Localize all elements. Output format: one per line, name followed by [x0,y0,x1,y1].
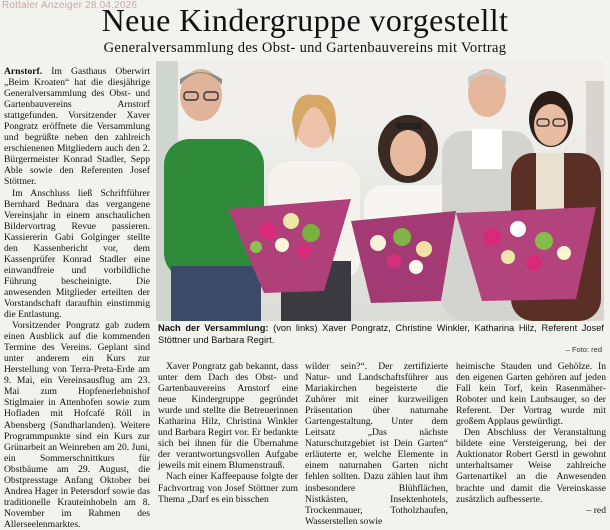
caption-lead: Nach der Versammlung: [158,323,269,333]
photo-credit: – Foto: red [565,345,602,354]
paragraph: Vorsitzender Pongratz gab zudem einen Ausblick auf die kommenden Termine des Vereins. Geplant sind unter anderem ein Kurs zur Herstellung von Terra-Preta-Erde am 9. Mai, ein Vereinsausflug am 23. Mai zum Hopfenerlebnishof Stiglmaier in Attenhofen sowie zum Hofladen mit Hofcafé Röll in Abensberg (Sandharlanden). Weitere Programmpunkte sind ein Kurs zur Grünarbeit an Weinreben am 20. Juni, ein Sommerschnittkurs für Obstbäume am 29. August, die Obstpresstage Anfang Oktober bei Andrea Hager in Petersdorf sowie das traditionelle Krauteinhobeln am 8. November im Rahmen des Allerseelenmarktes. [4,320,150,530]
paragraph: Den Abschluss der Veranstaltung bildete eine Versteigerung, bei der Auktionator Robert Gerstl in gewohnt unterhaltsamer Weise zahlreiche Gartenartikel an die Anwesenden brachte und damit die Vereinskasse zusätzlich aufbesserte. [456,427,606,505]
paragraph: Xaver Pongratz gab bekannt, dass unter dem Dach des Obst- und Gartenbauvereins Arnstorf eine neue Kindergruppe gegründet wurde und stellte die Betreuerinnen Katharina Hilz, Christina Winkler und Barbara Regirt vor. Er bedankte sich bei ihnen für die Übernahme der verantwortungsvollen Aufgabe jeweils mit einem Blumenstrauß. [158,361,298,472]
paragraph: Nach einer Kaffeepause folgte der Fachvortrag von Josef Stöttner zum Thema „Darf es ein bisschen [158,471,298,505]
article-column-1 [4,66,150,530]
article-column-4 [456,361,606,516]
article-column-3 [305,361,448,527]
photo-illustration [156,61,604,321]
paragraph: heimische Stauden und Gehölze. In den eigenen Garten gehören auf jeden Fall kein Torf, kein Rasenmäher-Roboter und kein Laubsauger, so der Referent. Der Vortrag wurde mit großem Applaus gewürdigt. [456,361,606,428]
group-photo [156,61,604,321]
subheadline: Generalversammlung des Obst- und Gartenbauvereins mit Vortrag [103,40,507,56]
headline: Neue Kindergruppe vorgestellt [101,2,509,38]
paragraph-text: Im Gasthaus Oberwirt „Beim Kroaten“ hat die diesjährige Generalversammlung des Obst- und Gartenbauvereins Arnstorf stattgefunden. Vorsitzender Xaver Pongratz eröffnete die Versammlung und begrüßte neben den zahlreich erschienenen Mitgliedern auch den 2. Bürgermeister Konrad Stadler, Sepp Able sowie den Referenten Josef Stöttner. [4,66,150,188]
paragraph: Im Anschluss ließ Schriftführer Bernhard Bednara das vergangene Vereinsjahr in einem anschaulichen Bildervortrag Revue passieren. Kassiererin Gabi Golginger stellte den Kassenbericht vor, dem Kassenprüfer Konrad Stadler eine einwandfreie und vorbildliche Führung bescheinigte. Die anwesenden Mitglieder erteilten der Vorstandschaft daraufhin einstimmig die Entlastung. [4,187,150,321]
photo-caption [158,323,604,346]
article-column-2 [158,361,298,505]
paragraph [4,66,150,188]
newspaper-watermark: Rottaler Anzeiger 28.04.2026 [2,0,138,11]
author-signature: – red [586,504,606,516]
dateline: Arnstorf. [4,66,43,77]
caption-text: (von links) Xaver Pongratz, Christine Winkler, Katharina Hilz, Referent Josef Stöttner und Barbara Regirt. [158,323,604,345]
paragraph: wilder sein?“. Der zertifizierte Natur- und Landschaftsführer aus Mariakirchen begeisterte die Zuhörer mit einer kurzweiligen Präsentation über naturnahe Gartengestaltung. Unter dem Leitsatz „Das nächste Naturschutzgebiet ist Dein Garten“ erläuterte er, welche Elemente in einem naturnahen Garten nicht fehlen sollten. Dazu zählen laut ihm insbesondere Blühflächen, Nistkästen, Insektenhotels, Trockenmauer, Totholzhaufen, Wasserstellen sowie [305,361,448,527]
